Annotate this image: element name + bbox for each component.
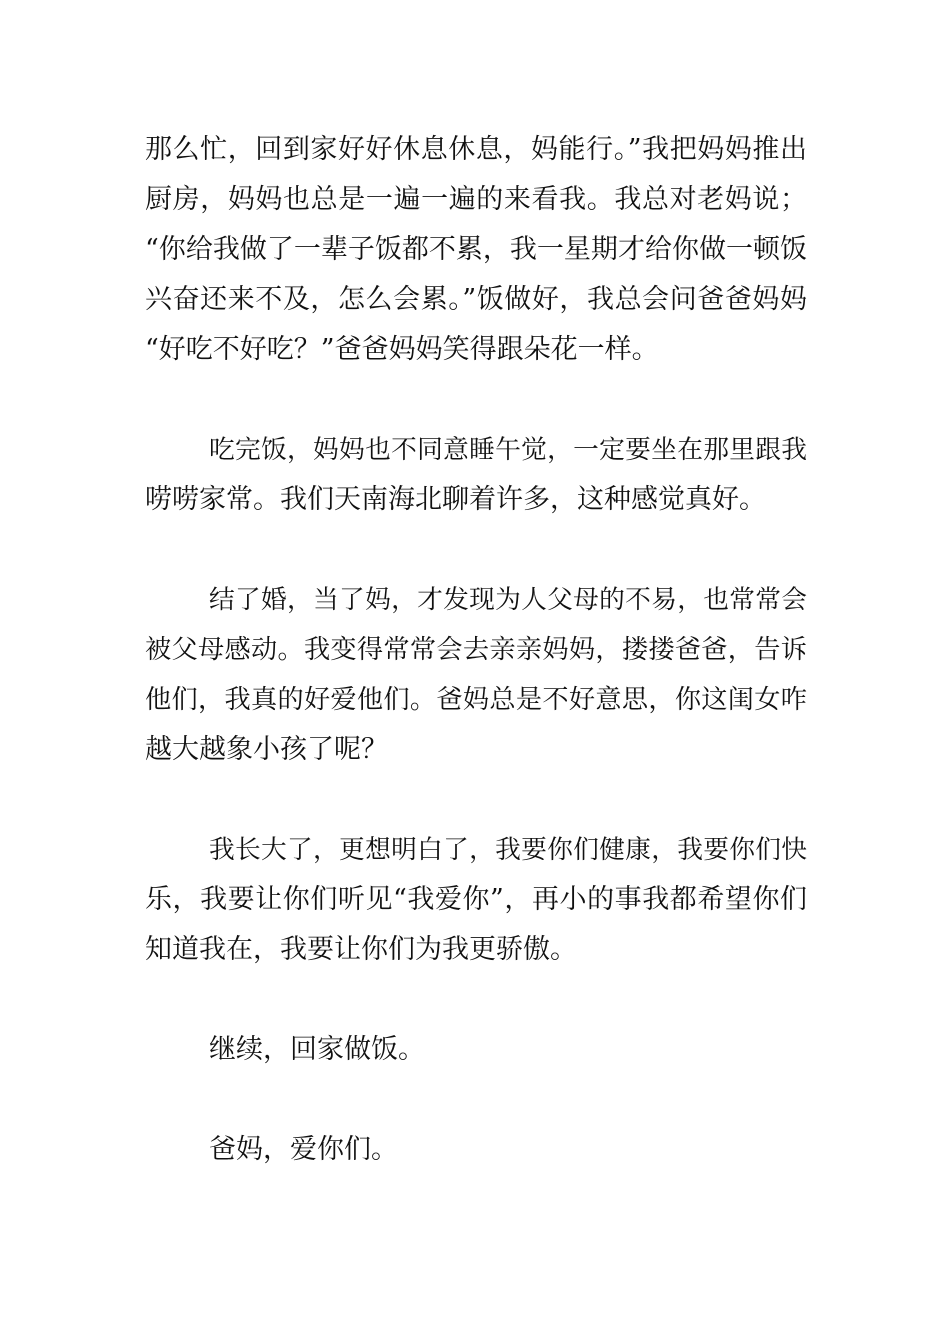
paragraph-6: [145, 1125, 807, 1175]
paragraph-line: 知道我在，我要让你们为我更骄傲。: [145, 934, 577, 965]
paragraph-line: 唠唠家常。我们天南海北聊着许多，这种感觉真好。: [145, 484, 766, 515]
paragraph-line: 被父母感动。我变得常常会去亲亲妈妈，搂搂爸爸，告诉: [145, 635, 807, 665]
paragraph-line: 我长大了，更想明白了，我要你们健康，我要你们快: [209, 835, 807, 865]
paragraph-line: 吃完饭，妈妈也不同意睡午觉，一定要坐在那里跟我: [209, 435, 807, 465]
paragraph-1: [145, 125, 807, 375]
paragraph-line: 乐，我要让你们听见“我爱你”，再小的事我都希望你们: [145, 884, 807, 915]
paragraph-line: 兴奋还来不及，怎么会累。”饭做好，我总会问爸爸妈妈: [145, 284, 807, 315]
paragraph-line: 继续，回家做饭。: [209, 1034, 425, 1065]
paragraph-line: 越大越象小孩了呢？: [145, 734, 388, 765]
paragraph-5: [145, 1025, 807, 1075]
paragraph-line: “好吃不好吃？”爸爸妈妈笑得跟朵花一样。: [145, 334, 659, 365]
paragraph-4: [145, 825, 807, 975]
paragraph-line: 爸妈，爱你们。: [209, 1134, 398, 1165]
paragraph-2: [145, 425, 807, 525]
paragraph-line: 厨房，妈妈也总是一遍一遍的来看我。我总对老妈说；: [145, 184, 807, 215]
paragraph-line: “你给我做了一辈子饭都不累，我一星期才给你做一顿饭: [145, 234, 807, 265]
paragraph-line: 他们，我真的好爱他们。爸妈总是不好意思，你这闺女咋: [145, 685, 807, 715]
paragraph-line: 那么忙，回到家好好休息休息，妈能行。”我把妈妈推出: [145, 134, 807, 165]
paragraph-line: 结了婚，当了妈，才发现为人父母的不易，也常常会: [209, 585, 807, 615]
paragraph-3: [145, 575, 807, 775]
